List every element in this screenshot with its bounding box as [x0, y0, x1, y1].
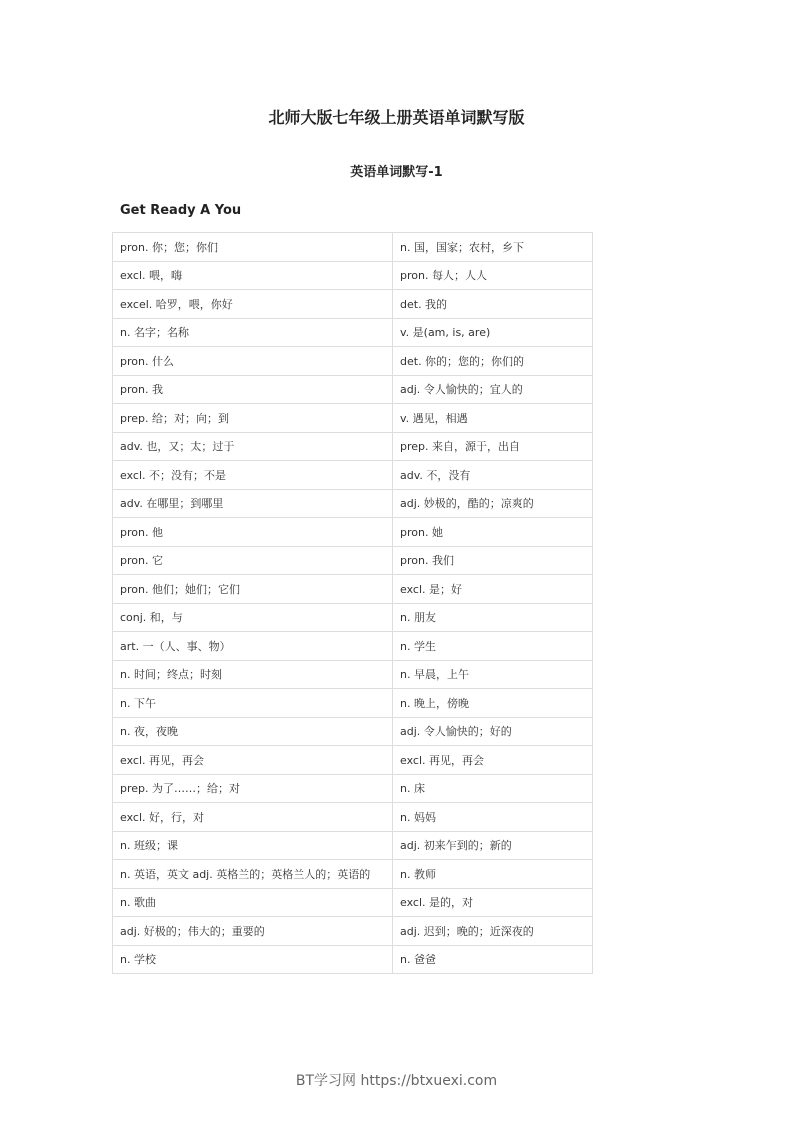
definition-cell-left: adv. 也，又；太；过于 [113, 432, 393, 461]
definition-cell-right: adj. 妙极的，酷的；凉爽的 [393, 489, 593, 518]
table-row [113, 831, 593, 860]
table-row [113, 717, 593, 746]
table-row [113, 632, 593, 661]
definition-cell-right: n. 床 [393, 774, 593, 803]
definition-cell-left: n. 时间；终点；时刻 [113, 660, 393, 689]
definition-cell-left: pron. 他们；她们；它们 [113, 575, 393, 604]
definition-cell-right: v. 遇见，相遇 [393, 404, 593, 433]
definition-cell-right: n. 学生 [393, 632, 593, 661]
definition-cell-right: n. 妈妈 [393, 803, 593, 832]
definition-cell-right: n. 晚上，傍晚 [393, 689, 593, 718]
definition-cell-left: pron. 它 [113, 546, 393, 575]
definition-cell-left: pron. 他 [113, 518, 393, 547]
definition-cell-left: prep. 给；对；向；到 [113, 404, 393, 433]
definition-cell-right: adj. 迟到；晚的；近深夜的 [393, 917, 593, 946]
table-row [113, 603, 593, 632]
definition-cell-right: n. 朋友 [393, 603, 593, 632]
table-row [113, 575, 593, 604]
definition-cell-left: pron. 什么 [113, 347, 393, 376]
definition-cell-right: n. 国，国家；农村，乡下 [393, 233, 593, 262]
definition-cell-left: art. 一（人、事、物） [113, 632, 393, 661]
table-row [113, 489, 593, 518]
definition-cell-left: excl. 喂，嗨 [113, 261, 393, 290]
definition-cell-left: adv. 在哪里；到哪里 [113, 489, 393, 518]
definition-cell-right: excl. 再见，再会 [393, 746, 593, 775]
table-row [113, 546, 593, 575]
table-row [113, 461, 593, 490]
table-row [113, 860, 593, 889]
definition-cell-right: excl. 是的，对 [393, 888, 593, 917]
definition-cell-left: n. 名字；名称 [113, 318, 393, 347]
definition-cell-left: excl. 好，行，对 [113, 803, 393, 832]
definition-cell-left: conj. 和，与 [113, 603, 393, 632]
table-row [113, 432, 593, 461]
definition-cell-left: prep. 为了……；给；对 [113, 774, 393, 803]
definition-cell-left: pron. 你；您；你们 [113, 233, 393, 262]
definition-cell-left: excel. 哈罗，喂，你好 [113, 290, 393, 319]
definition-cell-left: n. 班级；课 [113, 831, 393, 860]
unit-heading: Get Ready A You [120, 203, 242, 218]
definition-cell-right: adj. 令人愉快的；宜人的 [393, 375, 593, 404]
definition-cell-right: pron. 每人；人人 [393, 261, 593, 290]
definition-cell-right: det. 你的；您的；你们的 [393, 347, 593, 376]
table-row [113, 917, 593, 946]
table-row [113, 888, 593, 917]
vocabulary-table [112, 232, 593, 974]
definition-cell-left: n. 歌曲 [113, 888, 393, 917]
definition-cell-right: excl. 是；好 [393, 575, 593, 604]
definition-cell-right: adv. 不，没有 [393, 461, 593, 490]
definition-cell-right: adj. 初来乍到的；新的 [393, 831, 593, 860]
table-row [113, 746, 593, 775]
footer-watermark: BT学习网 https://btxuexi.com [295, 1073, 498, 1089]
table-row [113, 689, 593, 718]
definition-cell-left: n. 夜，夜晚 [113, 717, 393, 746]
definition-cell-right: n. 爸爸 [393, 945, 593, 974]
definition-cell-right: pron. 我们 [393, 546, 593, 575]
table-row [113, 518, 593, 547]
table-row [113, 774, 593, 803]
definition-cell-right: n. 教师 [393, 860, 593, 889]
table-row [113, 945, 593, 974]
definition-cell-right: prep. 来自，源于，出自 [393, 432, 593, 461]
definition-cell-left: pron. 我 [113, 375, 393, 404]
section-subtitle: 英语单词默写-1 [350, 165, 443, 180]
definition-cell-left: excl. 再见，再会 [113, 746, 393, 775]
table-row [113, 660, 593, 689]
definition-cell-left: adj. 好极的；伟大的；重要的 [113, 917, 393, 946]
table-row [113, 318, 593, 347]
definition-cell-right: adj. 令人愉快的；好的 [393, 717, 593, 746]
definition-cell-left: excl. 不；没有；不是 [113, 461, 393, 490]
page-title: 北师大版七年级上册英语单词默写版 [268, 108, 525, 127]
table-row [113, 233, 593, 262]
definition-cell-left: n. 下午 [113, 689, 393, 718]
definition-cell-right: n. 早晨，上午 [393, 660, 593, 689]
definition-cell-right: pron. 她 [393, 518, 593, 547]
table-row [113, 375, 593, 404]
definition-cell-right: v. 是(am, is, are) [393, 318, 593, 347]
table-row [113, 290, 593, 319]
definition-cell-right: det. 我的 [393, 290, 593, 319]
definition-cell-left: n. 英语，英文 adj. 英格兰的；英格兰人的；英语的 [113, 860, 393, 889]
table-row [113, 261, 593, 290]
table-row [113, 404, 593, 433]
definition-cell-left: n. 学校 [113, 945, 393, 974]
table-row [113, 803, 593, 832]
table-row [113, 347, 593, 376]
